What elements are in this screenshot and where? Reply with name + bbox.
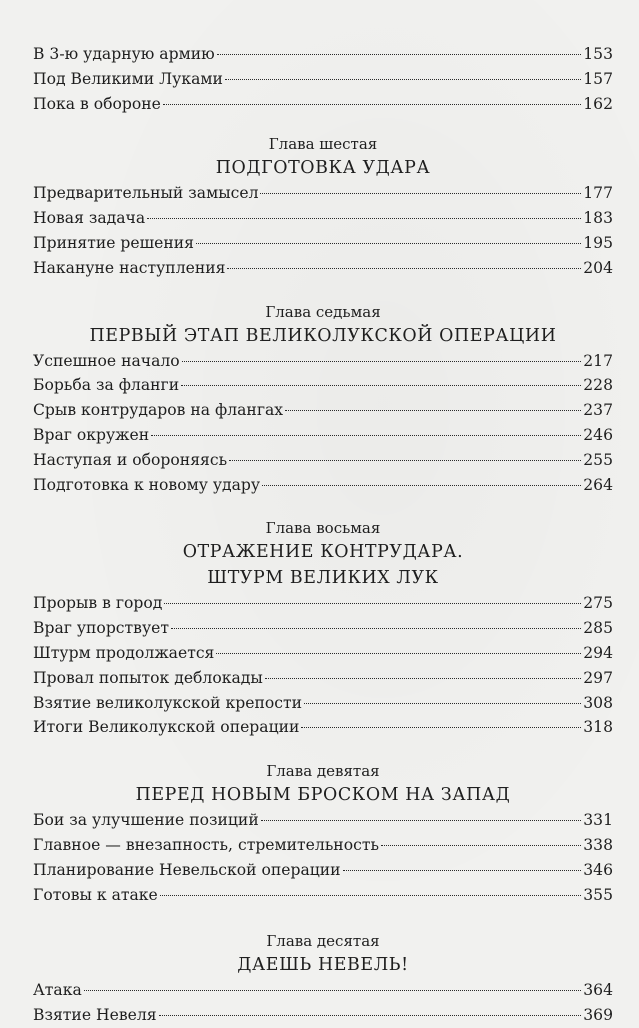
dot-leader [304,703,581,704]
entry-title: Планирование Невельской операции [33,860,341,879]
dot-leader [147,218,581,219]
dot-leader [196,243,581,244]
chapter-title: ПОДГОТОВКА УДАРА [215,158,431,179]
toc-entry [33,808,613,833]
entry-title: Принятие решения [33,233,194,252]
chapter-heading [33,930,613,978]
dot-leader [227,268,581,269]
entry-page-number: 162 [583,94,613,113]
chapter-title: ПЕРВЫЙ ЭТАП ВЕЛИКОЛУКСКОЙ ОПЕРАЦИИ [89,325,557,346]
toc-section [33,760,613,907]
chapter-title: ШТУРМ ВЕЛИКИХ ЛУК [207,568,439,589]
entry-page-number: 275 [583,594,613,613]
chapter-label: Глава восьмая [265,519,381,538]
dot-leader [301,727,581,728]
entry-page-number: 308 [583,693,613,712]
toc-entry [33,256,613,281]
entry-title: Враг окружен [33,425,150,444]
toc-entry [33,448,613,473]
entry-page-number: 346 [583,860,613,879]
entry-title: Пока в обороне [33,94,161,113]
toc-entry [33,691,613,716]
entry-page-number: 285 [583,619,613,638]
entry-page-number: 364 [583,981,613,1000]
entry-title: Срыв контрударов на флангах [33,401,284,420]
toc-entry [33,641,613,666]
toc-entry [33,181,613,206]
dot-leader [225,79,581,80]
dot-leader [163,104,581,105]
entry-title: Взятие великолукской крепости [33,693,302,712]
dot-leader [265,678,581,679]
entry-title: Борьба за фланги [33,376,180,395]
toc-entry [33,715,613,740]
chapter-label: Глава седьмая [265,302,381,321]
entry-title: Подготовка к новому удару [33,475,261,494]
entry-page-number: 318 [583,718,613,737]
entry-title: В 3-ю ударную армию [33,45,215,63]
entry-page-number: 157 [583,69,613,88]
chapter-heading [33,301,613,349]
entry-page-number: 297 [583,668,613,687]
dot-leader [164,603,581,604]
chapter-title: ДАЕШЬ НЕВЕЛЬ! [237,955,409,976]
entry-page-number: 237 [583,401,613,420]
dot-leader [181,385,581,386]
dot-leader [285,410,581,411]
dot-leader [151,435,581,436]
entry-title: Штурм продолжается [33,643,215,662]
toc-entry [33,92,613,117]
dot-leader [343,870,582,871]
entry-page-number: 331 [583,811,613,830]
entry-page-number: 369 [583,1006,613,1025]
entry-page-number: 255 [583,450,613,469]
dot-leader [171,628,581,629]
dot-leader [262,485,581,486]
toc-section [33,517,613,740]
chapter-title: ОТРАЖЕНИЕ КОНТРУДАРА. [182,542,464,563]
entry-title: Успешное начало [33,351,180,370]
entry-title: Накануне наступления [33,258,226,277]
toc-entry [33,666,613,691]
entry-title: Прорыв в город [33,594,163,613]
dot-leader [261,820,582,821]
entry-title: Наступая и обороняясь [33,450,228,469]
dot-leader [381,845,581,846]
dot-leader [229,460,581,461]
entry-page-number: 183 [583,209,613,228]
entry-title: Под Великими Луками [33,69,223,88]
toc-section [33,133,613,280]
chapter-label: Глава десятая [266,932,380,951]
toc-entry [33,206,613,231]
toc-entry [33,1003,613,1028]
toc-entry [33,978,613,1003]
dot-leader [159,1015,582,1016]
toc-entry [33,349,613,374]
entry-title: Взятие Невеля [33,1006,157,1025]
chapter-heading [33,760,613,808]
toc-entry [33,473,613,498]
entry-title: Враг упорствует [33,619,169,638]
dot-leader [216,653,581,654]
chapter-label: Глава шестая [268,135,378,154]
chapter-title: ПЕРЕД НОВЫМ БРОСКОМ НА ЗАПАД [135,785,511,806]
entry-page-number: 246 [583,425,613,444]
dot-leader [182,361,582,362]
entry-title: Атака [33,981,82,1000]
table-of-contents [33,42,613,1028]
toc-section [33,301,613,498]
entry-page-number: 228 [583,376,613,395]
entry-title: Провал попыток деблокады [33,668,263,687]
entry-page-number: 204 [583,258,613,277]
dot-leader [160,895,581,896]
toc-entry [33,423,613,448]
entry-title: Бои за улучшение позиций [33,811,259,830]
dot-leader [217,54,582,55]
toc-entry [33,591,613,616]
entry-page-number: 338 [583,835,613,854]
entry-title: Новая задача [33,209,146,228]
toc-section [33,930,613,1028]
toc-entry [33,42,613,67]
toc-entry [33,858,613,883]
entry-page-number: 195 [583,233,613,252]
toc-entry [33,373,613,398]
toc-section [33,42,613,116]
toc-entry [33,67,613,92]
entry-title: Главное — внезапность, стремительность [33,835,379,854]
dot-leader [260,193,581,194]
toc-entry [33,616,613,641]
toc-entry [33,398,613,423]
entry-title: Предварительный замысел [33,184,259,203]
toc-entry [33,231,613,256]
dot-leader [84,990,581,991]
entry-page-number: 294 [583,643,613,662]
chapter-label: Глава девятая [266,762,380,781]
entry-page-number: 177 [583,184,613,203]
toc-entry [33,883,613,908]
entry-page-number: 355 [583,885,613,904]
entry-page-number: 264 [583,475,613,494]
toc-entry [33,833,613,858]
entry-page-number: 153 [583,45,613,63]
entry-title: Итоги Великолукской операции [33,718,300,737]
chapter-heading [33,133,613,181]
entry-page-number: 217 [583,351,613,370]
entry-title: Готовы к атаке [33,885,158,904]
chapter-heading [33,517,613,591]
